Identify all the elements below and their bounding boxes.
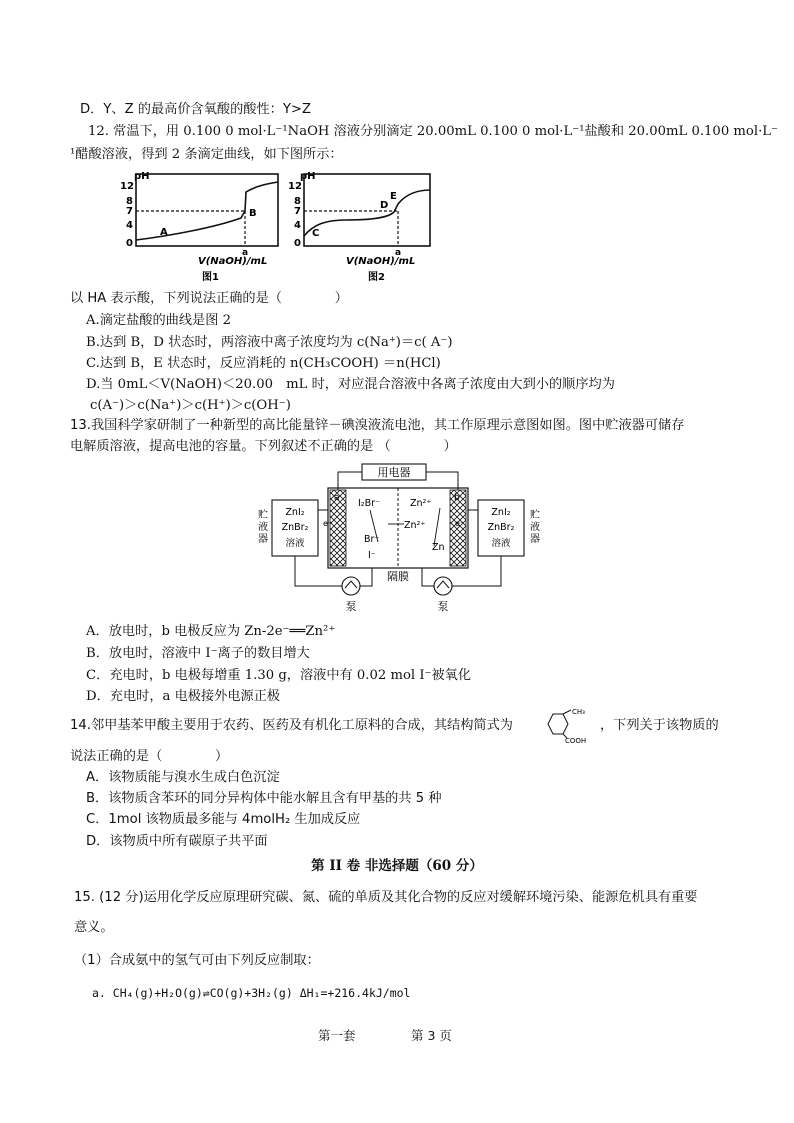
pipe-right-return bbox=[422, 568, 434, 586]
q14-stem-part1: 14.邻甲基苯甲酸主要用于农药、医药及有机化工原料的合成，其结构简式为 bbox=[70, 718, 513, 733]
fig1-tick-0: 0 bbox=[126, 238, 133, 249]
struct-cooh: COOH bbox=[565, 737, 587, 744]
fig2-point-d: D bbox=[380, 200, 389, 211]
device-label: 用电器 bbox=[377, 466, 411, 479]
q13-stem-line2: 电解质溶液，提高电池的容量。下列叙述不正确的是 （ ） bbox=[70, 439, 457, 454]
left-tank-label-1: 贮 bbox=[258, 510, 268, 521]
fig2-x-axis: V(NaOH)/mL bbox=[346, 256, 416, 267]
fig1-point-a: A bbox=[160, 227, 168, 238]
pump-left-icon bbox=[342, 577, 360, 595]
arrow-right-down bbox=[434, 508, 440, 546]
fig2-point-c: C bbox=[312, 228, 320, 239]
fig1-y-axis: pH bbox=[134, 171, 150, 182]
fig2-tick-0: 0 bbox=[294, 238, 301, 249]
fig1-tick-8: 8 bbox=[126, 196, 133, 207]
fig1-x-axis: V(NaOH)/mL bbox=[198, 256, 268, 267]
pump-left-label: 泵 bbox=[345, 600, 357, 613]
left-tank-label-2: 液 bbox=[258, 522, 268, 533]
q13-option-a: A．放电时，b 电极反应为 Zn-2e⁻══Zn²⁺ bbox=[86, 624, 336, 639]
q15-stem-line2: 意义。 bbox=[74, 920, 114, 935]
flow-battery-diagram bbox=[250, 460, 550, 615]
left-tank-label-3: 器 bbox=[258, 534, 268, 545]
struct-ch3: CH₃ bbox=[572, 708, 585, 716]
q12-question: 以 HA 表示酸，下列说法正确的是（ ） bbox=[70, 291, 348, 306]
q14-option-d: D．该物质中所有碳原子共平面 bbox=[86, 834, 268, 849]
electrode-b-label: b bbox=[454, 493, 460, 503]
q12-option-a: A.滴定盐酸的曲线是图 2 bbox=[86, 313, 231, 328]
pump-right-label: 泵 bbox=[437, 600, 449, 613]
fig1-x-mark: a bbox=[242, 248, 249, 258]
membrane-label: 隔膜 bbox=[387, 570, 409, 583]
q12-option-c: C.达到 B，E 状态时，反应消耗的 n(CH₃COOH) ＝n(HCl) bbox=[86, 356, 441, 371]
fig2-tick-12: 12 bbox=[288, 181, 302, 192]
q12-option-b: B.达到 B，D 状态时，两溶液中离子浓度均为 c(Na⁺)＝c( A⁻) bbox=[86, 335, 453, 350]
fig2-tick-4: 4 bbox=[294, 220, 301, 231]
fig2-caption: 图2 bbox=[368, 272, 385, 283]
right-tank-label-2: 液 bbox=[530, 522, 540, 533]
wire-right bbox=[426, 472, 458, 490]
footer-set: 第一套 bbox=[318, 1028, 356, 1043]
fig1-caption: 图1 bbox=[202, 272, 219, 283]
q14-option-b: B．该物质含苯环的同分异构体中能水解且含有甲基的共 5 种 bbox=[86, 791, 442, 806]
q14-option-c: C．1mol 该物质最多能与 4molH₂ 生加成反应 bbox=[86, 812, 361, 827]
q11-option-d: D．Y、Z 的最高价含氧酸的酸性：Y>Z bbox=[80, 102, 312, 117]
species-zn2-mid: Zn²⁺ bbox=[404, 520, 426, 531]
benzene-ring bbox=[548, 714, 568, 734]
fig1-tick-12: 12 bbox=[120, 181, 134, 192]
species-br: Br⁻ bbox=[364, 534, 380, 545]
q12-stem-line2: ¹醋酸溶液，得到 2 条滴定曲线，如下图所示： bbox=[70, 147, 343, 162]
q15-sub1: （1）合成氨中的氢气可由下列反应制取： bbox=[74, 953, 320, 968]
q13-stem-line1: 13.我国科学家研制了一种新型的高比能量锌－碘溴液流电池，其工作原理示意图如图。图中贮液器可储存 bbox=[70, 418, 685, 433]
titration-figure-1 bbox=[118, 168, 288, 283]
fig1-frame bbox=[136, 174, 278, 246]
fig2-tick-7: 7 bbox=[294, 206, 301, 217]
fig2-tick-8: 8 bbox=[294, 196, 301, 207]
right-tank-line3: 溶液 bbox=[491, 538, 511, 549]
electron-left: e⁻ bbox=[323, 519, 333, 528]
q15-reaction-a: a. CH₄(g)+H₂O(g)⇌CO(g)+3H₂(g) ΔH₁=+216.4kJ/mol bbox=[92, 986, 411, 1000]
q13-option-c: C．充电时，b 电极每增重 1.30 g，溶液中有 0.02 mol I⁻被氧化 bbox=[86, 668, 472, 683]
fig1-point-b: B bbox=[249, 208, 257, 219]
q14-option-a: A．该物质能与溴水生成白色沉淀 bbox=[86, 770, 280, 785]
wire-left bbox=[338, 472, 362, 490]
section-2-title: 第 II 卷 非选择题（60 分） bbox=[311, 858, 483, 874]
right-tank-line1: ZnI₂ bbox=[491, 507, 511, 518]
footer-page: 第 3 页 bbox=[411, 1028, 452, 1043]
fig2-y-axis: pH bbox=[300, 171, 316, 182]
q12-option-d-line2: c(A⁻)＞c(Na⁺)＞c(H⁺)＞c(OH⁻) bbox=[90, 398, 291, 413]
fig2-point-e: E bbox=[390, 191, 397, 202]
electron-right: e⁻ bbox=[455, 519, 465, 528]
fig2-x-mark: a bbox=[395, 248, 402, 258]
fig2-frame bbox=[304, 174, 430, 246]
fig2-curve bbox=[304, 190, 430, 236]
q14-stem-line2: 说法正确的是（ ） bbox=[70, 749, 229, 764]
fig1-tick-4: 4 bbox=[126, 220, 133, 231]
species-zn2-top: Zn²⁺ bbox=[410, 498, 432, 509]
pump-right-icon bbox=[434, 577, 452, 595]
q13-option-b: B．放电时，溶液中 I⁻离子的数目增大 bbox=[86, 646, 310, 661]
bond-ch3 bbox=[563, 710, 571, 714]
o-toluic-acid-structure bbox=[537, 706, 597, 744]
left-tank-line1: ZnI₂ bbox=[285, 507, 305, 518]
fig1-tick-7: 7 bbox=[126, 206, 133, 217]
right-tank-label-3: 器 bbox=[530, 534, 540, 545]
q15-stem-line1: 15. (12 分)运用化学反应原理研究碳、氮、硫的单质及其化合物的反应对缓解环境污染、能源危机具有重要 bbox=[74, 890, 698, 905]
left-tank-line2: ZnBr₂ bbox=[281, 522, 309, 533]
titration-figure-2 bbox=[286, 168, 436, 283]
species-i2br: I₂Br⁻ bbox=[358, 498, 381, 509]
q12-stem-line1: 12. 常温下，用 0.100 0 mol·L⁻¹NaOH 溶液分别滴定 20.00mL 0.100 0 mol·L⁻¹盐酸和 20.00mL 0.100 mol·L⁻ bbox=[88, 124, 778, 139]
species-i: I⁻ bbox=[368, 550, 376, 561]
q12-option-d-line1: D.当 0mL＜V(NaOH)＜20.00 mL 时，对应混合溶液中各离子浓度由大到小的顺序均为 bbox=[86, 377, 615, 392]
right-tank-label-1: 贮 bbox=[530, 510, 540, 521]
q14-stem-part2: ，下列关于该物质的 bbox=[600, 718, 719, 733]
right-tank-line2: ZnBr₂ bbox=[487, 522, 515, 533]
left-tank-line3: 溶液 bbox=[285, 538, 305, 549]
electrode-a-label: a bbox=[334, 493, 340, 503]
pipe-left-return bbox=[360, 568, 372, 586]
species-zn: Zn bbox=[432, 542, 445, 553]
q13-option-d: D．充电时，a 电极接外电源正极 bbox=[86, 689, 281, 704]
